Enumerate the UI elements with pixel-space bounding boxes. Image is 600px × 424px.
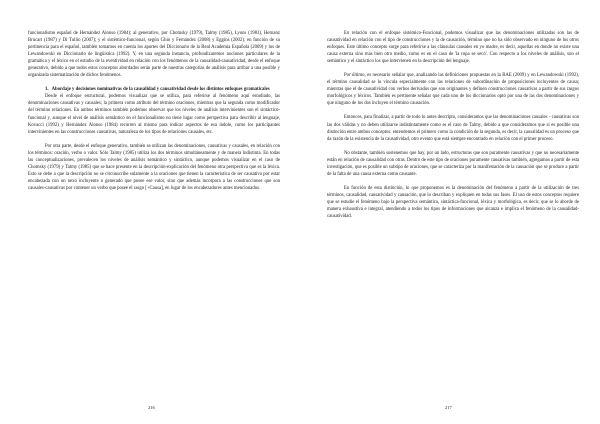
right-paragraph-5: En función de esta distinción, lo que proponemos es la denominación del fenómeno a partir de la utilización de tres términos, causalidad, causatividad y causación, que lo describan y expliquen en todas sus fases. El uso de estos conceptos requiere que se estudie el fenómeno bajo la perspectiva semántica, sintáctica-funcional, léxica y morfológica, es decir, que se lo aborde de manera exhaustiva e integral, atendiendo a todos los tipos de informaciones que alcanza e implica el fenómeno de la causalidad-causatividad. [327,185,579,220]
right-paragraph-3: Entonces, para finalizar, a partir de todo lo antes descripto, consideramos que las denominaciones causales - causativas son las dos válidas y no deben utilizarse indistintamente como es el caso de Talmy, debido a que consideramos que si es posible una distinción entre ambos conceptos: entendemos el primero como la condición de la segunda, es decir, la causalidad es un proceso que da razón de la existencia de la causatividad, otro evento que está siempre encontrado en relación con el primer proceso. [327,115,579,142]
left-paragraph-1: Desde el enfoque estructural, podemos visualizar que se utiliza, para referirse al fenómeno aquí estudiado, las denominaciones causativas y causales; la primera como atributo del término oraciones, mientras que la segunda como modificador del término relaciones. En ambos términos también podemos observar que los niveles de análisis intervinientes son el sintáctico-funcional y, aunque el nivel de análisis semántico en el funcionalismo no tiene lugar como perspectiva para describir al lenguaje, Kovacci (1992) y Hernández Alonso (1984) recurren al mismo para indicar aspectos de esa índole, como los participantes intervinientes en las construcciones causativas, naturaleza de los tipos de relaciones causales, etc. [28,94,280,135]
left-page [28,30,280,192]
left-top-paragraph: funcionalismo español de Hernández Alonso (1984); al generativo, por Chomsky (1979), Talmy (1985), Lyons (1983), Hernanz Brucart (1987) y Di Tullio (2007); y el sistémico-funcional, según Ghio y Fernández (2008) y Eggins (2002); en función de su pertinencia para el español, también tomamos en cuenta los aportes del Diccionario de la Real Academia Española (2009) y los de Lewandowski en Diccionario de lingüística (1992). Y, en una segunda instancia, profundizaremos nociones particulares de la gramática y el léxico en el estudio de la eventividad en relación con los fenómenos de la causalidad-causatividad, desde el enfoque generativo, debido a que todos estos conceptos abordados serán parte de nuestras categorías de análisis para arribar a una posible y organizada sistematización de dichos fenómenos. [28,31,280,79]
section-heading-text: Abordaje y decisiones nominativas de la causalidad y causatividad desde los distintos enfoques gramaticales [51,87,270,93]
section-heading [28,86,280,93]
right-paragraph-4: No obstante, también sostenemos que hay, por un lado, estructuras que son puramente causativas y que no necesariamente están en relación de causalidad con otras. Dentro de este tipo de oraciones puramente causativas también, agregamos a partir de esta investigación, que es posible un subtipo de oraciones, que se caracteriza por la manifestación de la causación que se produce a partir de la falta de una causa externa como causante. [327,150,579,177]
right-paragraph-2: Por último, es necesario señalar que, analizando las definiciones propuestas en la RAE (2009) y en Lewandowski (1992), el término causalidad se lo vincula especialmente con las relaciones de subordinación de proposiciones incluyentes de causa; mientras que el de causatividad con verbos derivados que son originantes y definen construcciones causativas a partir de sus rasgos morfológicos y léxicos. También es pertinente señalar que cada uno de los diccionarios optó por una de las dos denominaciones y que ninguno de los dos incluyen el término causación. [327,73,579,107]
right-paragraph-1: En relación con el enfoque sistémico-Funcional, podemos visualizar que las denominaciones utilizadas son las de causatividad en relación con el tipo de construcciones y la de causación, término que no ha sido observado en ninguno de los otros enfoques. Este último concepto surge para referirse a las cláusulas causales en yo madre, es decir, aquellas en donde no existe una causa externa sino más bien otro medio, como es en el caso de 'la ropa se secó'. Con respecto a los niveles de análisis, son el semántico y el sintáctico los que intervienen en la descripción del lenguaje. [327,31,579,65]
right-page [327,30,579,220]
section-heading-number: 1. [45,87,49,93]
left-page-number: 216 [148,405,155,410]
left-paragraph-2: Por otra parte, desde el enfoque generativo, también se utilizan las denominaciones, causativas y causales, en relación con los términos: oración, verbo o valor. Sólo Talmy (1985) utiliza los dos términos simultáneamente y de manera indistinta. En todas las conceptualizaciones, prevalecen los niveles de análisis semántico y sintáctico, aunque podemos visualizar en el caso de Chomsky (1979) y Talmy (1985) que se hace presente en la descripción-explicación del fenómeno otra perspectiva que es la léxica. Esto se debe a que la descripción no se circunscribe solamente a la oraciones que tienen la característica de ser causativa por estar encabezada con un nexo incluyente o generado que posee ese valor, sino que además incorpora a las construcciones que son causales-causativas por contener un verbo que posee el rasgo [+Causa], en lugar de los encabezadores antes mencionados. [28,143,280,191]
right-page-number: 217 [445,405,452,410]
